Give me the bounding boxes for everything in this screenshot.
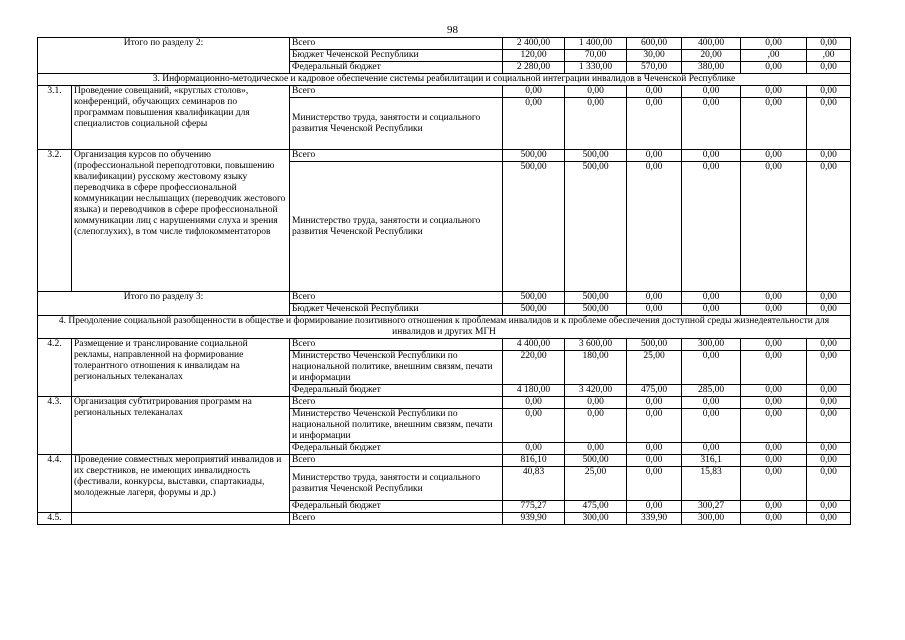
value-cell: 500,00 bbox=[565, 304, 627, 316]
value-cell: 40,83 bbox=[503, 467, 565, 501]
funding-source: Всего bbox=[290, 150, 503, 162]
value-cell: ,00 bbox=[741, 50, 807, 62]
value-cell: 0,00 bbox=[807, 162, 851, 292]
value-cell: 0,00 bbox=[627, 397, 682, 409]
value-cell: 0,00 bbox=[627, 467, 682, 501]
section-heading-row bbox=[38, 316, 851, 339]
value-cell: 0,00 bbox=[741, 455, 807, 467]
funding-source: Всего bbox=[290, 397, 503, 409]
value-cell: 500,00 bbox=[565, 455, 627, 467]
value-cell: 0,00 bbox=[682, 162, 741, 292]
value-cell: 300,00 bbox=[682, 513, 741, 525]
table-row bbox=[38, 339, 851, 351]
funding-source: Министерство труда, занятости и социального развития Чеченской Республики bbox=[290, 162, 503, 292]
value-cell: 0,00 bbox=[807, 62, 851, 74]
funding-source: Всего bbox=[290, 513, 503, 525]
funding-source: Министерство Чеченской Республики по национальной политике, внешним связям, печати и информации bbox=[290, 351, 503, 385]
value-cell: 0,00 bbox=[682, 397, 741, 409]
funding-source: Министерство труда, занятости и социального развития Чеченской Республики bbox=[290, 98, 503, 150]
value-cell: 0,00 bbox=[807, 455, 851, 467]
value-cell: 939,90 bbox=[503, 513, 565, 525]
page-number: 98 bbox=[447, 24, 458, 36]
value-cell: 0,00 bbox=[565, 98, 627, 150]
value-cell: 300,00 bbox=[682, 339, 741, 351]
value-cell: 500,00 bbox=[565, 292, 627, 304]
value-cell: 0,00 bbox=[565, 397, 627, 409]
value-cell: 0,00 bbox=[807, 513, 851, 525]
funding-source: Бюджет Чеченской Республики bbox=[290, 50, 503, 62]
table-row bbox=[38, 150, 851, 162]
funding-source: Федеральный бюджет bbox=[290, 501, 503, 513]
item-name bbox=[72, 513, 290, 525]
value-cell: 570,00 bbox=[627, 62, 682, 74]
value-cell: 600,00 bbox=[627, 38, 682, 50]
value-cell: 70,00 bbox=[565, 50, 627, 62]
value-cell: 500,00 bbox=[565, 162, 627, 292]
item-name: Организация субтитрирования программ на региональных телеканалах bbox=[72, 397, 290, 455]
value-cell: 0,00 bbox=[807, 351, 851, 385]
value-cell: 475,00 bbox=[627, 385, 682, 397]
value-cell: 300,00 bbox=[565, 513, 627, 525]
section-title: 3. Информационно-методическое и кадровое обеспечение системы реабилитации и социальной интеграции инвалидов в Чеченской Республике bbox=[38, 74, 851, 86]
value-cell: 0,00 bbox=[627, 98, 682, 150]
value-cell: 0,00 bbox=[682, 304, 741, 316]
value-cell: 25,00 bbox=[627, 351, 682, 385]
value-cell: 0,00 bbox=[682, 150, 741, 162]
value-cell: 475,00 bbox=[565, 501, 627, 513]
funding-source: Всего bbox=[290, 455, 503, 467]
value-cell: 220,00 bbox=[503, 351, 565, 385]
value-cell: 0,00 bbox=[807, 304, 851, 316]
value-cell: 120,00 bbox=[503, 50, 565, 62]
value-cell: 0,00 bbox=[807, 150, 851, 162]
budget-table bbox=[37, 37, 851, 525]
value-cell: 1 400,00 bbox=[565, 38, 627, 50]
value-cell: 0,00 bbox=[807, 339, 851, 351]
value-cell: 0,00 bbox=[807, 86, 851, 98]
value-cell: 0,00 bbox=[503, 98, 565, 150]
value-cell: 0,00 bbox=[627, 501, 682, 513]
value-cell: 0,00 bbox=[627, 162, 682, 292]
funding-source: Всего bbox=[290, 292, 503, 304]
value-cell: 0,00 bbox=[741, 292, 807, 304]
value-cell: 0,00 bbox=[741, 162, 807, 292]
item-index: 4.2. bbox=[38, 339, 72, 397]
value-cell: 0,00 bbox=[807, 397, 851, 409]
funding-source: Всего bbox=[290, 339, 503, 351]
value-cell: 0,00 bbox=[627, 455, 682, 467]
value-cell: 0,00 bbox=[741, 339, 807, 351]
value-cell: 0,00 bbox=[503, 397, 565, 409]
value-cell: 0,00 bbox=[682, 292, 741, 304]
item-index: 4.3. bbox=[38, 397, 72, 455]
value-cell: 0,00 bbox=[741, 513, 807, 525]
table-row bbox=[38, 292, 851, 304]
funding-source: Министерство Чеченской Республики по национальной политике, внешним связям, печати и информации bbox=[290, 409, 503, 443]
value-cell: 500,00 bbox=[627, 339, 682, 351]
value-cell: 0,00 bbox=[741, 385, 807, 397]
value-cell: 0,00 bbox=[503, 86, 565, 98]
value-cell: 0,00 bbox=[807, 501, 851, 513]
item-index: 4.5. bbox=[38, 513, 72, 525]
value-cell: 500,00 bbox=[503, 162, 565, 292]
item-name: Организация курсов по обучению (профессиональной переподготовки, повышению квалификации) русскому жестовому языку переводчика в сфере профессиональной коммуникации неслышащих (переводчик жестового языка) и переводчиков в сфере профессиональной коммуникации лиц с нарушениями слуха и зрения (слепоглухих), в том числе тифлокомментаторов bbox=[72, 150, 290, 292]
value-cell: 0,00 bbox=[807, 292, 851, 304]
table-row bbox=[38, 38, 851, 50]
value-cell: 3 600,00 bbox=[565, 339, 627, 351]
value-cell: 0,00 bbox=[565, 86, 627, 98]
value-cell: 0,00 bbox=[741, 409, 807, 443]
value-cell: 15,83 bbox=[682, 467, 741, 501]
table-row bbox=[38, 455, 851, 467]
value-cell: 0,00 bbox=[627, 443, 682, 455]
value-cell: 0,00 bbox=[741, 397, 807, 409]
item-index: 3.1. bbox=[38, 86, 72, 150]
value-cell: 0,00 bbox=[627, 409, 682, 443]
value-cell: 400,00 bbox=[682, 38, 741, 50]
funding-source: Министерство труда, занятости и социального развития Чеченской Республики bbox=[290, 467, 503, 501]
value-cell: 0,00 bbox=[682, 86, 741, 98]
value-cell: 0,00 bbox=[503, 409, 565, 443]
value-cell: 0,00 bbox=[741, 304, 807, 316]
value-cell: 316,1 bbox=[682, 455, 741, 467]
value-cell: 0,00 bbox=[807, 467, 851, 501]
value-cell: 285,00 bbox=[682, 385, 741, 397]
value-cell: 0,00 bbox=[682, 443, 741, 455]
value-cell: 2 280,00 bbox=[503, 62, 565, 74]
section-heading-row bbox=[38, 74, 851, 86]
value-cell: 816,10 bbox=[503, 455, 565, 467]
value-cell: 0,00 bbox=[503, 443, 565, 455]
value-cell: 4 400,00 bbox=[503, 339, 565, 351]
value-cell: 3 420,00 bbox=[565, 385, 627, 397]
value-cell: 500,00 bbox=[503, 304, 565, 316]
item-name: Размещение и транслирование социальной рекламы, направленной на формирование толерантного отношения к инвалидам на региональных телеканалах bbox=[72, 339, 290, 397]
value-cell: 0,00 bbox=[741, 150, 807, 162]
funding-source: Всего bbox=[290, 86, 503, 98]
section-total-label: Итого по разделу 2: bbox=[38, 38, 290, 74]
section-title: 4. Преодоление социальной разобщенности в обществе и формирование позитивного отношения к проблемам инвалидов и к проблеме обеспечения доступной среды жизнедеятельности для инвалидов и других МГН bbox=[38, 316, 851, 339]
value-cell: 20,00 bbox=[682, 50, 741, 62]
value-cell: 500,00 bbox=[503, 292, 565, 304]
section-total-label: Итого по разделу 3: bbox=[38, 292, 290, 316]
item-name: Проведение совместных мероприятий инвалидов и их сверстников, не имеющих инвалидность (фестивали, конкурсы, выставки, спартакиады, молодежные лагеря, форумы и др.) bbox=[72, 455, 290, 513]
value-cell: 0,00 bbox=[682, 98, 741, 150]
value-cell: ,00 bbox=[807, 50, 851, 62]
value-cell: 0,00 bbox=[627, 304, 682, 316]
value-cell: 0,00 bbox=[741, 351, 807, 385]
value-cell: 0,00 bbox=[741, 38, 807, 50]
value-cell: 339,90 bbox=[627, 513, 682, 525]
value-cell: 0,00 bbox=[627, 150, 682, 162]
table-row bbox=[38, 86, 851, 98]
funding-source: Федеральный бюджет bbox=[290, 385, 503, 397]
value-cell: 0,00 bbox=[682, 409, 741, 443]
value-cell: 775,27 bbox=[503, 501, 565, 513]
item-index: 4.4. bbox=[38, 455, 72, 513]
funding-source: Бюджет Чеченской Республики bbox=[290, 304, 503, 316]
value-cell: 4 180,00 bbox=[503, 385, 565, 397]
value-cell: 0,00 bbox=[565, 409, 627, 443]
value-cell: 0,00 bbox=[807, 443, 851, 455]
value-cell: 0,00 bbox=[741, 443, 807, 455]
table-row bbox=[38, 397, 851, 409]
value-cell: 0,00 bbox=[807, 98, 851, 150]
value-cell: 0,00 bbox=[741, 86, 807, 98]
value-cell: 0,00 bbox=[741, 467, 807, 501]
value-cell: 0,00 bbox=[807, 409, 851, 443]
value-cell: 0,00 bbox=[807, 385, 851, 397]
value-cell: 2 400,00 bbox=[503, 38, 565, 50]
value-cell: 0,00 bbox=[682, 351, 741, 385]
value-cell: 500,00 bbox=[503, 150, 565, 162]
value-cell: 300,27 bbox=[682, 501, 741, 513]
value-cell: 0,00 bbox=[741, 501, 807, 513]
funding-source: Всего bbox=[290, 38, 503, 50]
value-cell: 25,00 bbox=[565, 467, 627, 501]
table-row bbox=[38, 513, 851, 525]
value-cell: 0,00 bbox=[741, 98, 807, 150]
funding-source: Федеральный бюджет bbox=[290, 62, 503, 74]
value-cell: 180,00 bbox=[565, 351, 627, 385]
value-cell: 0,00 bbox=[807, 38, 851, 50]
value-cell: 0,00 bbox=[565, 443, 627, 455]
funding-source: Федеральный бюджет bbox=[290, 443, 503, 455]
value-cell: 30,00 bbox=[627, 50, 682, 62]
value-cell: 1 330,00 bbox=[565, 62, 627, 74]
item-name: Проведение совещаний, «круглых столов», конференций, обучающих семинаров по программам повышения квалификации для специалистов социальной сферы bbox=[72, 86, 290, 150]
value-cell: 0,00 bbox=[741, 62, 807, 74]
item-index: 3.2. bbox=[38, 150, 72, 292]
value-cell: 500,00 bbox=[565, 150, 627, 162]
value-cell: 0,00 bbox=[627, 86, 682, 98]
value-cell: 380,00 bbox=[682, 62, 741, 74]
value-cell: 0,00 bbox=[627, 292, 682, 304]
